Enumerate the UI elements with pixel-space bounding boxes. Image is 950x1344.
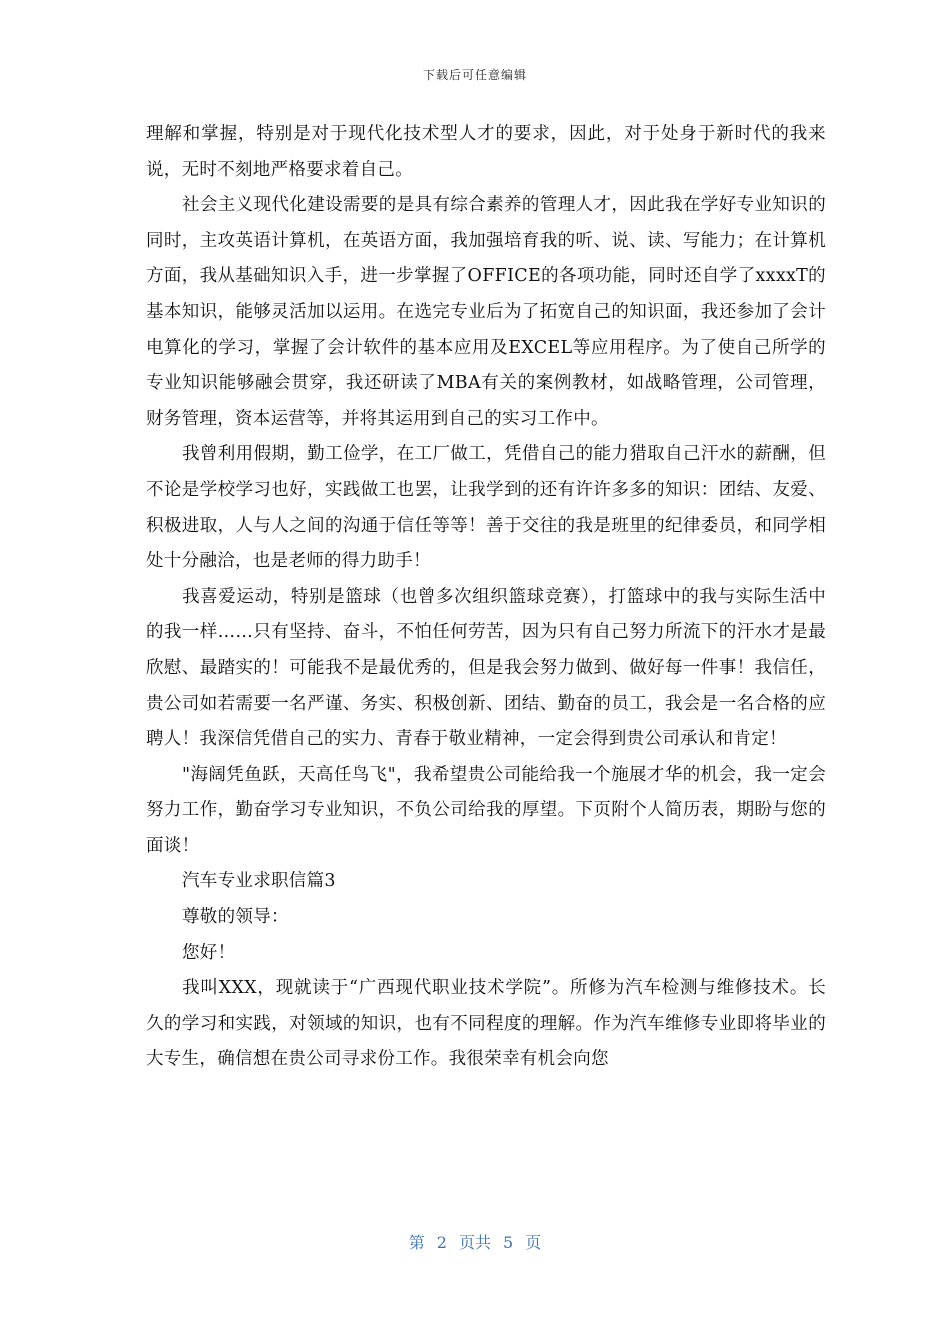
paragraph-5: "海阔凭鱼跃，天高任鸟飞"，我希望贵公司能给我一个施展才华的机会，我一定会努力工作，勤奋学习专业知识，不负公司给我的厚望。下页附个人简历表，期盼与您的面谈！ bbox=[146, 764, 826, 856]
footer-page-total: 5 bbox=[503, 1233, 514, 1252]
footer-page-current: 2 bbox=[436, 1233, 447, 1252]
paragraph-4: 我喜爱运动，特别是篮球（也曾多次组织篮球竞赛），打篮球中的我与实际生活中的我一样……只有坚持、奋斗，不怕任何劳苦，因为只有自己努力所流下的汗水才是最欣慰、最踏实的！可能我不是最优秀的，但是我会努力做到、做好每一件事！我信任，贵公司如若需要一名严谨、务实、积极创新、团结、勤奋的员工，我会是一名合格的应聘人！我深信凭借自己的实力、青春于敬业精神，一定会得到贵公司承认和肯定！ bbox=[146, 586, 826, 750]
footer-page-suffix: 页 bbox=[525, 1233, 542, 1252]
paragraph-3: 我曾利用假期，勤工俭学，在工厂做工，凭借自己的能力猎取自己汗水的薪酬，但不论是学校学习也好，实践做工也罢，让我学到的还有许许多多的知识：团结、友爱、积极进取，人与人之间的沟通于信任等等！善于交往的我是班里的纪律委员，和同学相处十分融洽，也是老师的得力助手！ bbox=[146, 444, 826, 572]
document-body bbox=[146, 117, 826, 1078]
salutation: 尊敬的领导： bbox=[182, 907, 289, 928]
paragraph-2: 社会主义现代化建设需要的是具有综合素养的管理人才，因此我在学好专业知识的同时，主攻英语计算机，在英语方面，我加强培育我的听、说、读、写能力；在计算机方面，我从基础知识入手，进一步掌握了OFFICE的各项功能，同时还自学了xxxxT的基本知识，能够灵活加以运用。在选完专业后为了拓宽自己的知识面，我还参加了会计电算化的学习，掌握了会计软件的基本应用及EXCEL等应用程序。为了使自己所学的专业知识能够融会贯穿，我还研读了MBA有关的案例教材，如战略管理，公司管理，财务管理，资本运营等，并将其运用到自己的实习工作中。 bbox=[146, 195, 826, 429]
header-note: 下载后可任意编辑 bbox=[422, 68, 527, 82]
paragraph-1: 理解和掌握，特别是对于现代化技术型人才的要求，因此，对于处身于新时代的我来说，无时不刻地严格要求着自己。 bbox=[146, 124, 826, 180]
paragraph-6: 我叫XXX，现就读于“广西现代职业技术学院”。所修为汽车检测与维修技术。长久的学习和实践，对领域的知识，也有不同程度的理解。作为汽车维修专业即将毕业的大专生，确信想在贵公司寻求份工作。我很荣幸有机会向您 bbox=[146, 978, 826, 1070]
footer-page-mid: 页共 bbox=[458, 1233, 491, 1252]
footer-page-label: 第 bbox=[408, 1233, 425, 1252]
section-title: 汽车专业求职信篇3 bbox=[182, 871, 336, 892]
page-footer bbox=[0, 1230, 950, 1253]
greeting: 您好！ bbox=[182, 942, 236, 963]
